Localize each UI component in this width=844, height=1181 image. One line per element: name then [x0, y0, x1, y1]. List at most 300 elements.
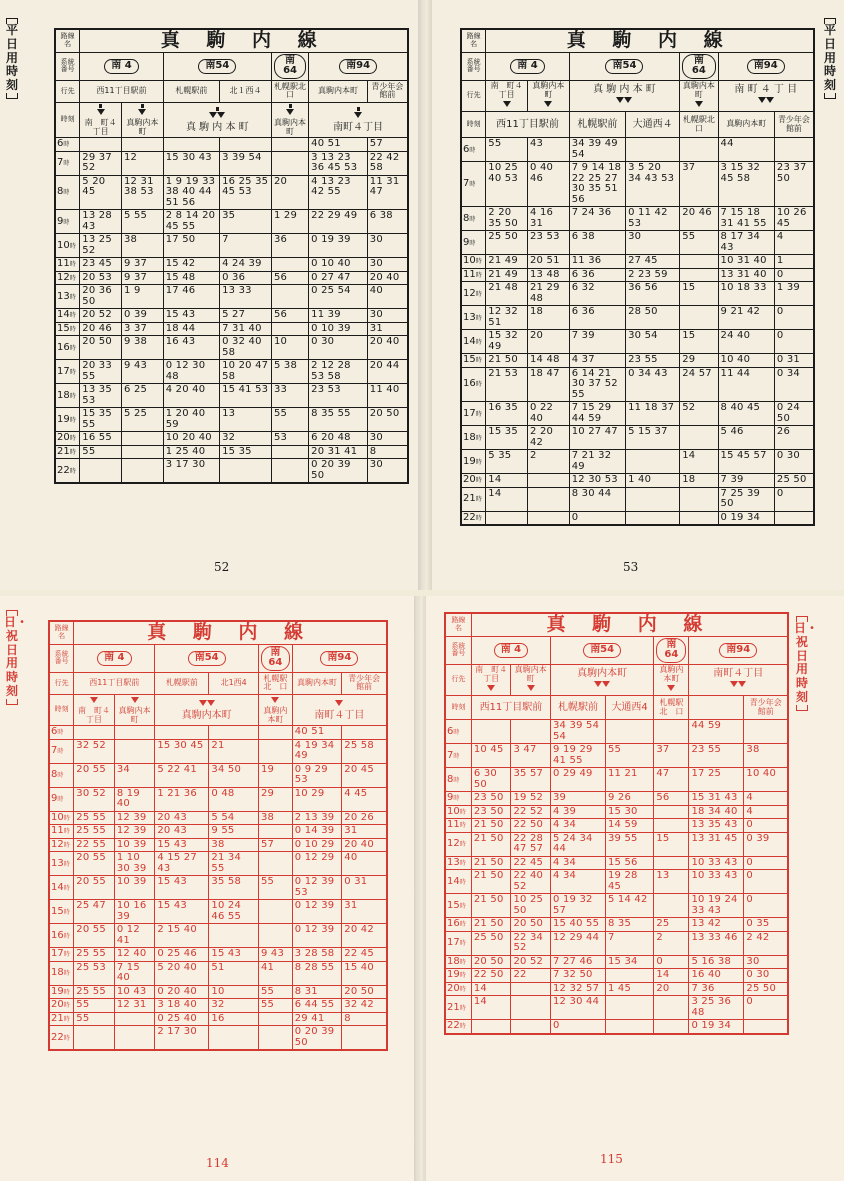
minute-cell: 38: [258, 811, 292, 825]
down-arrow-icon: [207, 700, 215, 706]
hour-value: 21: [463, 493, 476, 505]
minute-cell: 15 43: [155, 900, 209, 924]
hour-value: 17: [447, 937, 460, 949]
dest-makomanai-honcho-wide: 真駒内本町: [577, 668, 628, 680]
minute-cell: 47: [654, 768, 689, 792]
hour-suffix: 時: [475, 477, 482, 485]
minute-cell: 5 35: [486, 450, 528, 474]
minute-cell: 5 54: [209, 811, 259, 825]
minute-cell: 25 50: [486, 231, 528, 255]
hour-cell: [445, 982, 471, 996]
time-label: 時刻: [445, 696, 471, 720]
minute-cell: 10 43: [114, 985, 155, 999]
minute-cell: 13 28 43: [80, 210, 122, 234]
hour-suffix: 時: [57, 729, 64, 737]
minute-cell: 10 39: [114, 838, 155, 852]
hour-suffix: 時: [63, 218, 70, 226]
minute-cell: 12 31: [114, 999, 155, 1013]
minute-cell: 12: [122, 151, 164, 175]
hour-cell: [461, 255, 486, 269]
minute-cell: 10 39: [114, 876, 155, 900]
hour-suffix: 時: [459, 878, 466, 886]
hour-suffix: 時: [63, 1034, 70, 1042]
minute-cell: 2 17 30: [155, 1026, 209, 1051]
minute-cell: 40: [342, 852, 387, 876]
hour-value: 10: [463, 255, 476, 267]
minute-cell: 20: [654, 982, 689, 996]
minute-cell: 20 46: [680, 207, 718, 231]
hour-suffix: 時: [63, 160, 70, 168]
hour-cell: [461, 282, 486, 306]
dest-makomanai-honcho-wide: 真 駒 内 本 町: [593, 84, 656, 96]
dest-sapporo-kita: 札幌駅北 口: [258, 672, 292, 694]
minute-cell: [528, 474, 570, 488]
minute-cell: 30: [626, 231, 680, 255]
hour-suffix: 時: [69, 312, 76, 320]
hour-suffix: 時: [63, 1015, 70, 1023]
table-row: [461, 268, 814, 282]
table-row: [461, 207, 814, 231]
hour-suffix: 時: [475, 410, 482, 418]
minute-cell: 40 51: [309, 138, 368, 152]
minute-cell: 17 25: [689, 768, 744, 792]
hour-suffix: 時: [475, 434, 482, 442]
via-minami4: 南町４: [333, 121, 364, 133]
hour-value: 17: [463, 407, 476, 419]
minute-cell: 4 34: [551, 870, 606, 894]
minute-cell: 4 37: [569, 354, 625, 368]
minute-cell: 20 33 55: [80, 360, 122, 384]
hour-suffix: 時: [69, 344, 76, 352]
minute-cell: 30: [367, 309, 408, 323]
table-row: [49, 763, 387, 787]
hour-value: 12: [463, 287, 476, 299]
minute-cell: 9 37: [122, 271, 164, 285]
hour-cell: [55, 234, 80, 258]
minute-cell: [654, 856, 689, 870]
minute-cell: 37: [654, 744, 689, 768]
minute-cell: 14 48: [528, 354, 570, 368]
hour-value: 18: [51, 967, 64, 979]
hour-value: 18: [57, 389, 70, 401]
hour-cell: [461, 450, 486, 474]
dest-sapporo-eki: 札幌駅前: [155, 672, 209, 694]
minute-cell: 15 42: [163, 258, 219, 272]
table-row: [445, 870, 788, 894]
hour-suffix: 時: [475, 258, 482, 266]
table-row: [55, 210, 408, 234]
minute-cell: 29: [258, 787, 292, 811]
minute-cell: [258, 1026, 292, 1051]
hour-value: 21: [57, 445, 70, 457]
minute-cell: [209, 924, 259, 948]
hour-value: 19: [57, 413, 70, 425]
minute-cell: 1: [774, 255, 814, 269]
minute-cell: 9 19 29 41 55: [551, 744, 606, 768]
minute-cell: 14: [654, 969, 689, 983]
minute-cell: [680, 138, 718, 162]
minute-cell: 1 40: [626, 474, 680, 488]
minute-cell: 0 20 39 50: [292, 1026, 342, 1051]
minute-cell: [680, 511, 718, 525]
minute-cell: 11 39: [309, 309, 368, 323]
minute-cell: [774, 511, 814, 525]
hour-cell: [445, 918, 471, 932]
dest-sapporo-eki: 札幌駅前: [163, 80, 219, 102]
minute-cell: 12 40: [114, 948, 155, 962]
hour-cell: [445, 832, 471, 856]
hour-cell: [49, 900, 74, 924]
minute-cell: 15 48: [163, 271, 219, 285]
minute-cell: 6 14 21 30 37 52 55: [569, 367, 625, 402]
minute-cell: 16 40: [689, 969, 744, 983]
hour-suffix: 時: [475, 458, 482, 466]
hour-suffix: 時: [459, 1023, 466, 1031]
minute-cell: [163, 138, 219, 152]
minute-cell: 11 44: [718, 367, 774, 402]
down-arrow-icon: [667, 685, 675, 691]
hour-cell: [461, 330, 486, 354]
table-row: [49, 924, 387, 948]
minute-cell: 4: [774, 231, 814, 255]
route-badge-minami64: 南64: [682, 54, 715, 79]
minute-cell: 5 22 41: [155, 763, 209, 787]
table-row: [445, 744, 788, 768]
via-seishonen: 青少年会館前: [774, 112, 814, 138]
table-row: [55, 384, 408, 408]
minute-cell: 21 50: [471, 870, 511, 894]
table-row: [461, 450, 814, 474]
minute-cell: 3 37: [122, 322, 164, 336]
minute-cell: 38: [122, 234, 164, 258]
table-row: [55, 309, 408, 323]
hour-value: 12: [447, 838, 460, 850]
minute-cell: 15: [654, 832, 689, 856]
hour-suffix: 時: [459, 958, 466, 966]
minute-cell: 9 43: [122, 360, 164, 384]
minute-cell: 0: [774, 306, 814, 330]
table-row: [55, 322, 408, 336]
hour-suffix: 時: [459, 972, 466, 980]
minute-cell: 29 41: [292, 1012, 342, 1026]
minute-cell: 4 34: [551, 856, 606, 870]
via-odori-nishi4: 大通西4: [605, 696, 653, 720]
minute-cell: 12 32 57: [551, 982, 606, 996]
hour-cell: [55, 258, 80, 272]
hour-value: 19: [51, 985, 64, 997]
table-row: [445, 768, 788, 792]
minute-cell: 8 40 45: [718, 402, 774, 426]
dest-nishi11: 西11丁目駅前: [74, 672, 155, 694]
hour-suffix: 時: [469, 146, 476, 154]
minute-cell: [220, 459, 272, 484]
hour-suffix: 時: [475, 496, 482, 504]
dest-makomanai-honcho: 真駒内本町: [292, 672, 342, 694]
hour-cell: [49, 838, 74, 852]
hour-cell: [445, 819, 471, 833]
minute-cell: 4 34: [551, 819, 606, 833]
minute-cell: 10 16 39: [114, 900, 155, 924]
hour-cell: [461, 426, 486, 450]
minute-cell: 27 45: [626, 255, 680, 269]
minute-cell: 20 55: [74, 924, 115, 948]
minute-cell: 25 50: [744, 982, 788, 996]
hour-cell: [55, 445, 80, 459]
hour-value: 9: [57, 215, 64, 227]
dest-seishonen: 青少年会館前: [367, 80, 408, 102]
minute-cell: 10 40: [718, 354, 774, 368]
minute-cell: 6 36: [569, 306, 625, 330]
minute-cell: [654, 720, 689, 744]
minute-cell: [511, 996, 551, 1020]
minute-cell: 5 20 45: [80, 175, 122, 210]
route-name-label: 路線名: [445, 613, 471, 636]
hour-cell: [461, 306, 486, 330]
route-badge-minami94: 南94: [339, 59, 377, 74]
minute-cell: 0 12 41: [114, 924, 155, 948]
hour-value: 8: [463, 212, 470, 224]
via-nishi11: 西11丁目駅前: [471, 696, 550, 720]
down-arrow-icon: [766, 97, 774, 103]
hour-value: 8: [57, 186, 64, 198]
dest-minami4-chome: 南 町 ４ 丁 目: [734, 84, 798, 96]
time-label: 時刻: [55, 102, 80, 137]
minute-cell: [114, 1026, 155, 1051]
minute-cell: 4 16 31: [528, 207, 570, 231]
table-row: [49, 838, 387, 852]
minute-cell: 21 50: [486, 354, 528, 368]
timetable-115: [444, 612, 789, 1035]
via-odori-nishi4: 大通西４: [626, 112, 680, 138]
minute-cell: [114, 726, 155, 740]
hour-value: 13: [463, 311, 476, 323]
minute-cell: 29 37 52: [80, 151, 122, 175]
minute-cell: 17 46: [163, 285, 219, 309]
hour-cell: [55, 384, 80, 408]
hour-value: 11: [447, 819, 460, 831]
table-row: [49, 811, 387, 825]
minute-cell: 7 31 40: [220, 322, 272, 336]
minute-cell: 56: [271, 309, 308, 323]
minute-cell: 10 24 46 55: [209, 900, 259, 924]
minute-cell: 3 28 58: [292, 948, 342, 962]
minute-cell: 20 52: [80, 309, 122, 323]
minute-cell: 13: [654, 870, 689, 894]
minute-cell: 23 50: [471, 805, 511, 819]
table-row: [461, 367, 814, 402]
minute-cell: 14: [486, 474, 528, 488]
minute-cell: 0 36: [220, 271, 272, 285]
minute-cell: 8 28 55: [292, 961, 342, 985]
minute-cell: [605, 969, 653, 983]
minute-cell: 2: [528, 450, 570, 474]
table-row: [55, 271, 408, 285]
minute-cell: 32 52: [74, 739, 115, 763]
hour-cell: [49, 924, 74, 948]
minute-cell: 2 15 40: [155, 924, 209, 948]
page-number: 53: [623, 560, 639, 574]
minute-cell: 0 12 39 53: [292, 876, 342, 900]
minute-cell: 15 43: [163, 309, 219, 323]
destination-label: 行先: [49, 672, 74, 694]
table-row: [445, 894, 788, 918]
minute-cell: 0: [744, 870, 788, 894]
minute-cell: 15 30: [605, 805, 653, 819]
down-arrow-icon: [527, 685, 535, 691]
hour-value: 13: [51, 857, 64, 869]
minute-cell: 13 31 45: [689, 832, 744, 856]
minute-cell: 22 50: [511, 819, 551, 833]
minute-cell: 55: [258, 985, 292, 999]
minute-cell: 0 19 34: [718, 511, 774, 525]
hour-suffix: 時: [453, 752, 460, 760]
minute-cell: 21 53: [486, 367, 528, 402]
minute-cell: 55: [680, 231, 718, 255]
minute-cell: 21 50: [471, 894, 511, 918]
minute-cell: 21 50: [471, 819, 511, 833]
minute-cell: 15 41 53: [220, 384, 272, 408]
hour-value: 12: [51, 838, 64, 850]
hour-suffix: 時: [63, 141, 70, 149]
minute-cell: 15 45 57: [718, 450, 774, 474]
hour-suffix: 時: [63, 908, 70, 916]
minute-cell: 12 39: [114, 825, 155, 839]
minute-cell: 9 37: [122, 258, 164, 272]
timetable-rows: [55, 138, 408, 484]
page-52: [0, 0, 424, 590]
minute-cell: 0 34: [774, 367, 814, 402]
minute-cell: [258, 1012, 292, 1026]
hour-cell: [49, 1026, 74, 1051]
minute-cell: 15 43: [155, 876, 209, 900]
timetable-rows: [49, 726, 387, 1051]
minute-cell: 18: [680, 474, 718, 488]
table-row: [49, 948, 387, 962]
hour-suffix: 時: [69, 467, 76, 475]
minute-cell: 21 29 48: [528, 282, 570, 306]
minute-cell: 7 39: [718, 474, 774, 488]
minute-cell: 20 52: [511, 955, 551, 969]
minute-cell: 7 9 14 18 22 25 27 30 35 51 56: [569, 162, 625, 207]
via-makomanai: 真駒内本 町: [126, 117, 167, 136]
minute-cell: [680, 268, 718, 282]
hour-cell: [461, 231, 486, 255]
minute-cell: 30 54: [626, 330, 680, 354]
minute-cell: 12 31 38 53: [122, 175, 164, 210]
minute-cell: 8 17 34 43: [718, 231, 774, 255]
minute-cell: 25 50: [774, 474, 814, 488]
minute-cell: [680, 487, 718, 511]
hour-cell: [49, 999, 74, 1013]
hour-suffix: 時: [57, 748, 64, 756]
hour-suffix: 時: [475, 514, 482, 522]
minute-cell: 1 39: [774, 282, 814, 306]
hour-value: 20: [463, 474, 476, 486]
down-arrow-icon: [544, 101, 552, 107]
hour-value: 10: [447, 805, 460, 817]
minute-cell: 15 35: [486, 426, 528, 450]
hour-cell: [461, 207, 486, 231]
minute-cell: [122, 432, 164, 446]
minute-cell: 0 19 32 57: [551, 894, 606, 918]
table-row: [49, 825, 387, 839]
hour-cell: [55, 138, 80, 152]
hour-value: 21: [51, 1012, 64, 1024]
route-badge-minami4: 南 4: [494, 643, 528, 658]
minute-cell: 8 31: [292, 985, 342, 999]
dest-kita1nishi4: 北１西４: [220, 80, 272, 102]
minute-cell: 1 9: [122, 285, 164, 309]
minute-cell: 15 40: [342, 961, 387, 985]
minute-cell: 10 40: [744, 768, 788, 792]
minute-cell: 13 33: [220, 285, 272, 309]
minute-cell: 23 55: [689, 744, 744, 768]
minute-cell: 18 44: [163, 322, 219, 336]
minute-cell: 2: [654, 931, 689, 955]
minute-cell: 1 29: [271, 210, 308, 234]
down-arrow-icon: [695, 101, 703, 107]
table-row: [445, 832, 788, 856]
minute-cell: [258, 924, 292, 948]
hour-suffix: 時: [69, 325, 76, 333]
minute-cell: 18 47: [528, 367, 570, 402]
via-seishonen: 青少年会館前: [744, 696, 788, 720]
minute-cell: 10: [209, 985, 259, 999]
page-53: [430, 0, 844, 590]
hour-value: 9: [447, 792, 454, 804]
minute-cell: 23 50: [471, 792, 511, 806]
hour-value: 11: [51, 825, 64, 837]
minute-cell: 8 35: [605, 918, 653, 932]
hour-value: 6: [463, 143, 470, 155]
hour-cell: [49, 726, 74, 740]
minute-cell: 25 58: [342, 739, 387, 763]
minute-cell: [744, 1020, 788, 1034]
via-minami4: 南町４丁目: [314, 709, 365, 721]
table-row: [461, 231, 814, 255]
route-badge-minami64: 南64: [656, 638, 686, 663]
hour-cell: [55, 459, 80, 484]
minute-cell: 21 49: [486, 255, 528, 269]
hour-cell: [461, 487, 486, 511]
minute-cell: 0 30: [774, 450, 814, 474]
minute-cell: 8 30 44: [569, 487, 625, 511]
minute-cell: 19 52: [511, 792, 551, 806]
minute-cell: 22: [511, 969, 551, 983]
minute-cell: 55: [258, 999, 292, 1013]
minute-cell: 0 14 39: [292, 825, 342, 839]
minute-cell: 3 5 20 34 43 53: [626, 162, 680, 207]
hour-suffix: 時: [63, 814, 70, 822]
minute-cell: 9 38: [122, 336, 164, 360]
hour-cell: [49, 739, 74, 763]
minute-cell: 7 15 40: [114, 961, 155, 985]
table-row: [461, 282, 814, 306]
hour-value: 15: [463, 354, 476, 366]
minute-cell: 22 50: [471, 969, 511, 983]
minute-cell: 10 19 24 33 43: [689, 894, 744, 918]
minute-cell: 31: [342, 825, 387, 839]
minute-cell: 26: [774, 426, 814, 450]
minute-cell: 0: [774, 330, 814, 354]
table-row: [445, 969, 788, 983]
hour-value: 6: [51, 726, 58, 738]
minute-cell: 13 35 53: [80, 384, 122, 408]
system-number-label: 系統番号: [445, 636, 471, 664]
minute-cell: [680, 255, 718, 269]
hour-value: 22: [57, 464, 70, 476]
hour-cell: [461, 268, 486, 282]
